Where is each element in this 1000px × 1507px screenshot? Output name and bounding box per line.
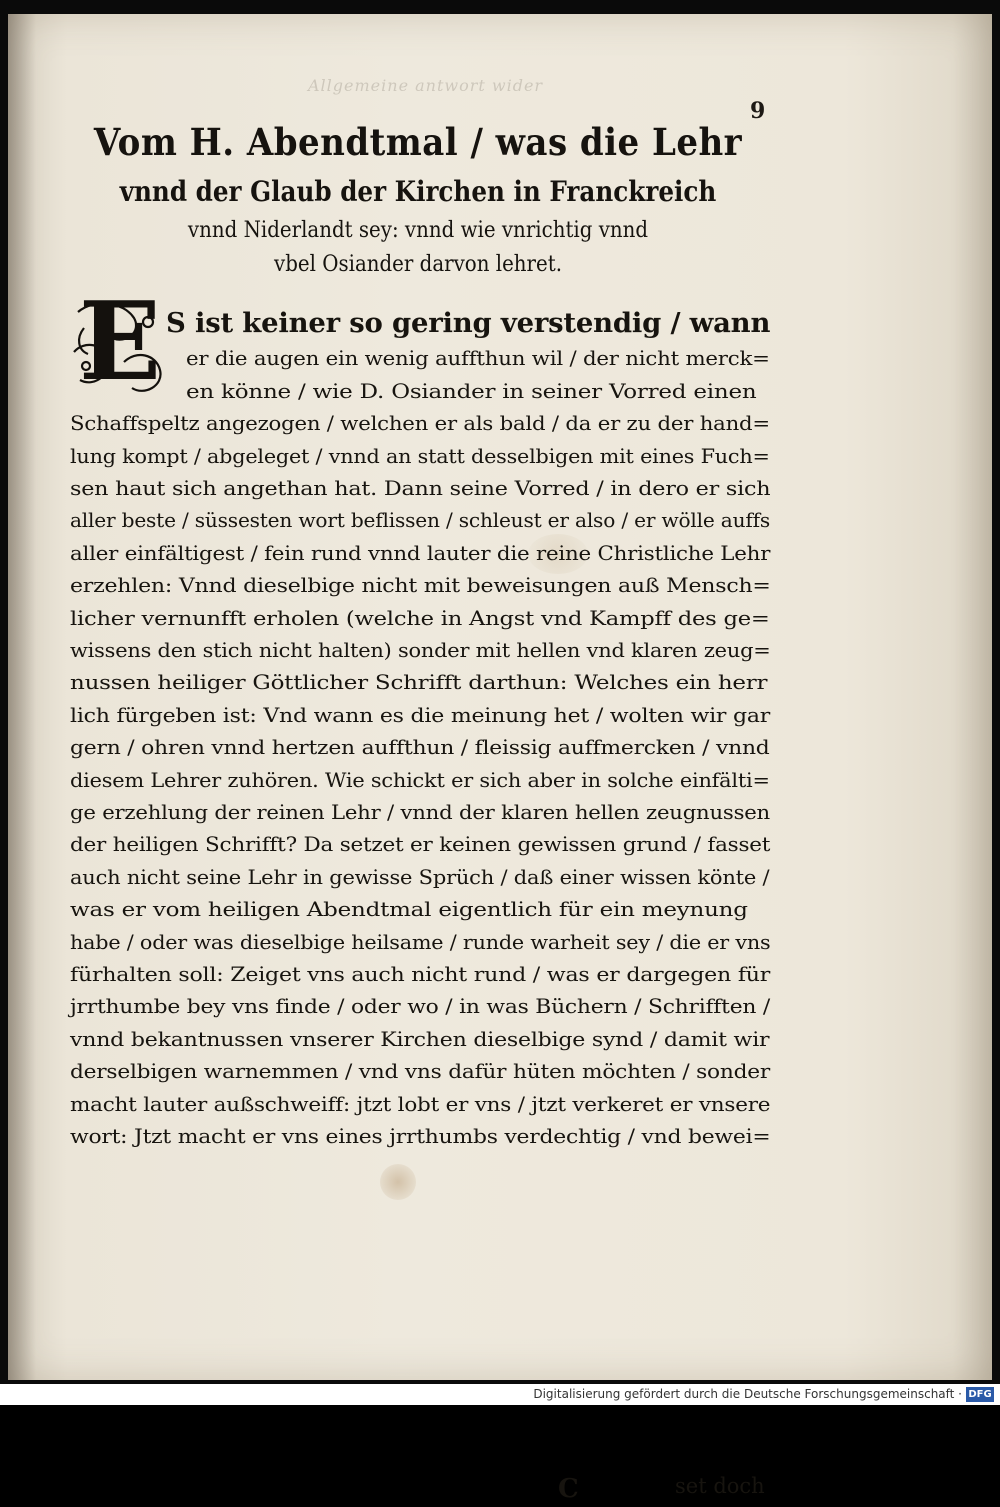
dfg-logo: DFG [966, 1387, 994, 1402]
catchword: set doch [675, 1474, 765, 1498]
paper-stain [380, 1164, 416, 1200]
text-line: er die augen ein wenig auffthun wil / der nicht merck= [186, 346, 770, 371]
page-footer-line [70, 1474, 770, 1507]
text-line: auch nicht seine Lehr in gewisse Sprüch / daß einer wissen könte / [70, 864, 770, 889]
signature-mark: C [558, 1474, 579, 1504]
text-line: lung kompt / abgeleget / vnnd an statt desselbigen mit eines Fuch= [70, 443, 770, 468]
heading-line-4: vbel Osiander darvon lehret. [274, 252, 562, 277]
text-line: en könne / wie D. Osiander in seiner Vorred einen [186, 378, 757, 403]
text-line: lich fürgeben ist: Vnd wann es die meinung het / wolten wir gar [70, 702, 771, 727]
text-line: wissens den stich nicht halten) sonder mit hellen vnd klaren zeug= [70, 638, 771, 662]
gutter-shadow [8, 14, 36, 1380]
text-line: gern / ohren vnnd hertzen auffthun / fleissig auffmercken / vnnd [70, 735, 770, 760]
initial-letter: E [78, 279, 162, 405]
text-line: aller beste / süssesten wort beflissen / schleust er also / er wölle auffs [70, 508, 771, 533]
text-line: habe / oder was dieselbige heilsame / runde warheit sey / die er vns [70, 929, 771, 954]
text-line: sen haut sich angethan hat. Dann seine Vorred / in dero er sich [70, 476, 771, 500]
text-line: jrrthumbe bey vns finde / oder wo / in was Büchern / Schrifften / [70, 994, 771, 1019]
text-line: macht lauter außschweiff: jtzt lobt er vns / jtzt verkeret er vnsere [70, 1091, 771, 1116]
decorated-initial [64, 279, 176, 405]
text-line: S ist keiner so gering verstendig / wann [166, 308, 771, 339]
text-line: was er vom heiligen Abendtmal eigentlich für ein meynung [70, 897, 748, 922]
bleed-through-text: Allgemeine antwort wider [308, 76, 544, 95]
text-line: nussen heiliger Göttlicher Schrifft darthun: Welches ein herr [70, 670, 768, 695]
text-line: der heiligen Schrifft? Da setzet er keinen gewissen grund / fasset [70, 832, 771, 857]
text-line: fürhalten soll: Zeiget vns auch nicht rund / was er dargegen für [70, 962, 771, 986]
credit-bar [0, 1384, 1000, 1405]
text-line: erzehlen: Vnnd dieselbige nicht mit beweisungen auß Mensch= [70, 573, 771, 598]
chapter-heading [58, 114, 778, 282]
text-line: aller einfältigest / fein rund vnnd lauter die reine Christliche Lehr [70, 540, 771, 565]
text-line: licher vernunfft erholen (welche in Angst vnd Kampff des ge= [70, 605, 770, 630]
text-line: Schaffspeltz angezogen / welchen er als bald / da er zu der hand= [70, 411, 770, 436]
text-line: derselbigen warnemmen / vnd vns dafür hüten möchten / sonder [70, 1059, 771, 1084]
text-line: diesem Lehrer zuhören. Wie schickt er sich aber in solche einfälti= [70, 767, 770, 792]
text-line: wort: Jtzt macht er vns eines jrrthumbs verdechtig / vnd bewei= [70, 1124, 771, 1148]
heading-line-3: vnnd Niderlandt sey: vnnd wie vnrichtig vnnd [187, 218, 649, 243]
text-line: ge erzehlung der reinen Lehr / vnnd der klaren hellen zeugnussen [70, 800, 770, 824]
funding-credit: Digitalisierung gefördert durch die Deutsche Forschungsgemeinschaft · [533, 1387, 962, 1401]
heading-line-2: vnnd der Glaub der Kirchen in Franckreich [119, 175, 717, 208]
page-number: 9 [750, 98, 766, 124]
text-line: vnnd bekantnussen vnserer Kirchen dieselbige synd / damit wir [70, 1026, 770, 1051]
heading-line-1: Vom H. Abendtmal / was die Lehr [93, 120, 743, 164]
